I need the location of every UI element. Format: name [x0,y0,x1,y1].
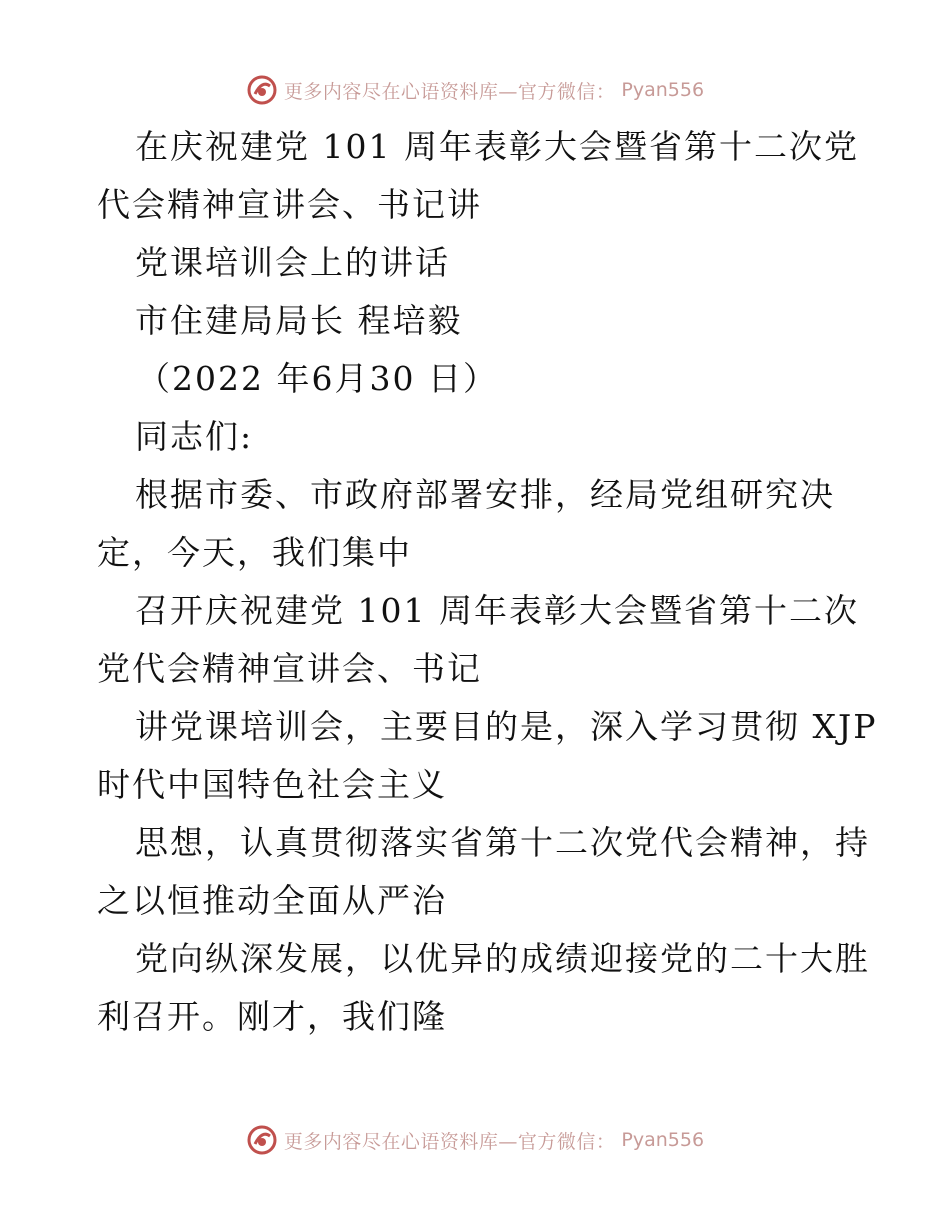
paragraph-line: 利召开。刚才，我们隆 [97,997,447,1036]
red-swirl-logo-icon [246,1124,278,1156]
header-watermark [0,70,950,110]
title-line-3: 党课培训会上的讲话 [135,243,450,282]
red-swirl-logo-icon [246,74,278,106]
paragraph-line: 思想，认真贯彻落实省第十二次党代会精神，持 [135,823,870,862]
document-body [97,118,878,1046]
watermark-account: Pyan556 [621,79,705,101]
paragraph-line: 时代中国特色社会主义 [97,765,447,804]
speaker-line: 市住建局局长 程培毅 [135,301,463,340]
title-line-2: 代会精神宣讲会、书记讲 [97,185,482,224]
watermark-account: Pyan556 [621,1129,705,1151]
paragraph-line: 根据市委、市政府部署安排，经局党组研究决 [135,475,835,514]
paragraph-line: 之以恒推动全面从严治 [97,881,447,920]
footer-watermark [0,1120,950,1160]
paragraph-line: 党代会精神宣讲会、书记 [97,649,482,688]
watermark-text: 更多内容尽在心语资料库—官方微信： [283,1130,616,1153]
salutation-line: 同志们: [135,417,254,456]
paragraph-line: 定，今天，我们集中 [97,533,412,572]
watermark-text: 更多内容尽在心语资料库—官方微信： [283,80,616,103]
paragraph-line: 党向纵深发展，以优异的成绩迎接党的二十大胜 [135,939,870,978]
date-line: （2022 年6月30 日） [137,359,498,398]
paragraph-line: 讲党课培训会，主要目的是，深入学习贯彻 XJP [135,707,878,746]
title-line-1: 在庆祝建党 101 周年表彰大会暨省第十二次党 [135,127,859,166]
paragraph-line: 召开庆祝建党 101 周年表彰大会暨省第十二次 [135,591,859,630]
